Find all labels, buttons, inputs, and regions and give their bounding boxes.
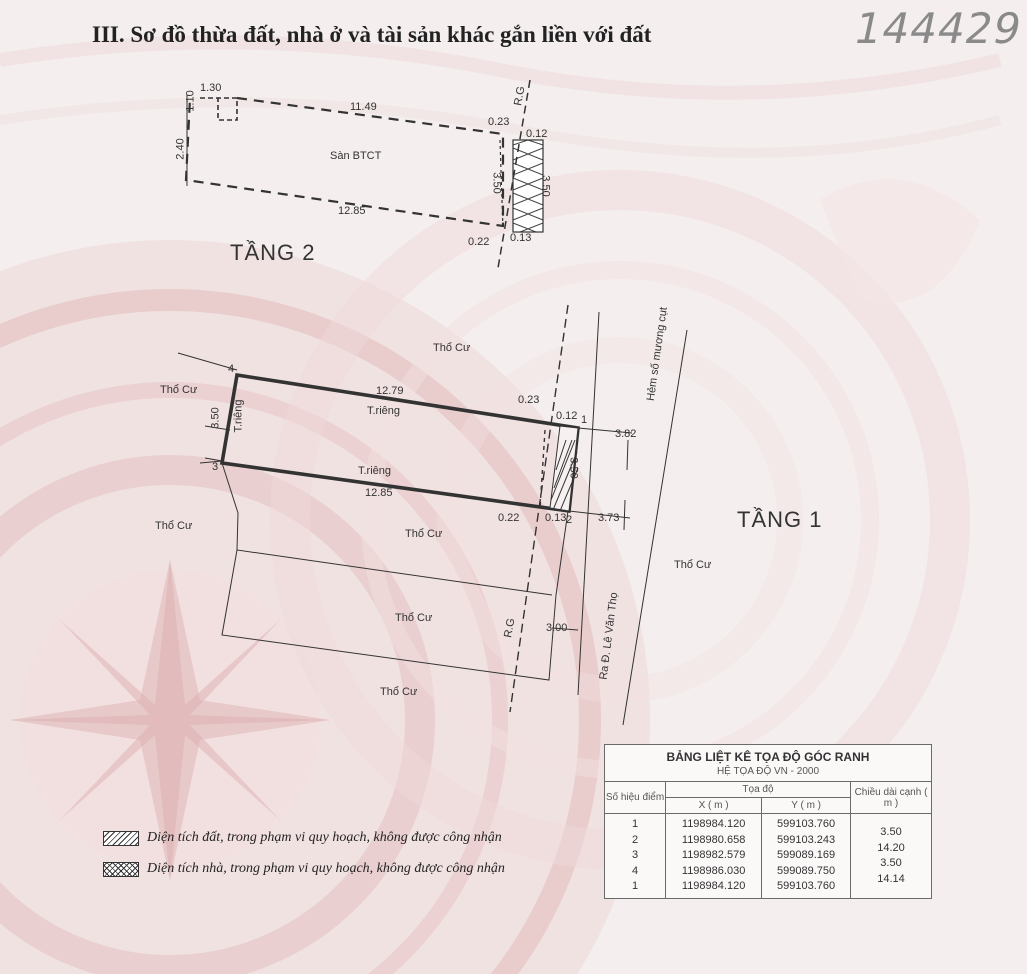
table-row: 1 <box>631 880 639 892</box>
floor2-dim-bottom: 12.85 <box>338 205 366 217</box>
legend-land <box>103 830 502 846</box>
table-row: 3 <box>631 849 639 861</box>
table-title: BẢNG LIỆT KÊ TỌA ĐỘ GÓC RANH <box>605 745 932 765</box>
land-label-north: Thổ Cư <box>433 342 471 354</box>
col-coord-header: Tọa độ <box>666 782 851 798</box>
road-edge-left <box>578 312 599 695</box>
floor1-dim-013: 0.13 <box>545 512 567 524</box>
floor1-dim-373: 3.73 <box>598 512 620 524</box>
table-row: 2 <box>631 833 639 846</box>
table-cell: 599089.750 <box>777 864 836 877</box>
floor1-private-top: T.riêng <box>367 405 401 417</box>
floor2-dim-right-top2: 0.12 <box>526 128 548 140</box>
col-x-header: X ( m ) <box>666 798 762 814</box>
floor2-room-label: Sàn BTCT <box>330 150 382 162</box>
floor2-dim-right-bottom2: 0.13 <box>510 232 532 244</box>
table-row: 4 <box>631 864 639 877</box>
land-label-south3: Thổ Cư <box>380 686 418 698</box>
neighbour-parcel-a <box>222 463 552 595</box>
table-cell: 1198980.658 <box>681 833 746 846</box>
land-label-east: Thổ Cư <box>674 559 712 571</box>
neighbour-parcel-b <box>222 550 556 680</box>
hatch-swatch <box>103 831 139 846</box>
section-heading: III. Sơ đồ thừa đất, nhà ở và tài sản khác gắn liền với đất <box>92 22 652 47</box>
land-label-south2: Thổ Cư <box>395 612 433 624</box>
handwritten-number: 144429 <box>849 4 1027 53</box>
corner-2: 2 <box>566 514 573 526</box>
floor2-dim-right-bottom: 0.22 <box>468 236 490 248</box>
legend-house <box>103 861 505 877</box>
x-column <box>666 814 762 899</box>
floor1-dim-023: 0.23 <box>518 394 540 406</box>
floor2-title: TẦNG 2 <box>230 240 316 265</box>
edge-column <box>851 814 932 899</box>
floor2-dim-left: 2.40 <box>174 138 187 160</box>
legend-house-text: Diện tích nhà, trong phạm vi quy hoạch, không được công nhận <box>147 861 505 876</box>
floor1-dim-right: 3.50 <box>567 457 580 479</box>
floor1-private-left: T.riêng <box>232 399 245 433</box>
table-cell: 14.20 <box>877 841 905 854</box>
col-y-header: Y ( m ) <box>762 798 851 814</box>
col-edge-header: Chiều dài cạnh ( m ) <box>851 782 932 814</box>
floor2-dim-right-top: 0.23 <box>488 116 510 128</box>
floor1-dim-382: 3.82 <box>615 428 637 440</box>
table-subtitle: HỆ TỌA ĐỘ VN - 2000 <box>605 764 932 782</box>
col-point-header: Số hiệu điểm <box>605 782 666 814</box>
table-cell: 14.14 <box>877 872 905 885</box>
floor1-dim-top: 12.79 <box>376 385 404 397</box>
floor2-rg-label: R.G <box>512 85 528 107</box>
y-column <box>762 814 851 899</box>
table-cell: 599089.169 <box>777 849 836 861</box>
point-column <box>605 814 666 899</box>
floor2-dim-top-left: 1.30 <box>200 82 222 94</box>
legend-land-text: Diện tích đất, trong phạm vi quy hoạch, không được công nhận <box>147 830 502 845</box>
table-cell: 599103.760 <box>777 818 836 830</box>
alley-label: Hẻm số mương cụt <box>644 306 670 402</box>
land-label-south1: Thổ Cư <box>405 528 443 540</box>
table-cell: 1198982.579 <box>681 849 746 861</box>
floor1-title: TẦNG 1 <box>737 507 823 532</box>
table-cell: 3.50 <box>880 826 902 838</box>
table-row: 1 <box>631 818 639 830</box>
table-cell: 1198984.120 <box>681 880 746 892</box>
corner-4: 4 <box>228 363 235 375</box>
table-cell: 599103.243 <box>777 833 836 846</box>
corner-1: 1 <box>581 414 588 426</box>
floor2-dim-top: 11.49 <box>350 101 377 113</box>
floor2-dim-left-top: 1.10 <box>184 90 197 112</box>
table-cell: 3.50 <box>880 857 902 869</box>
coordinate-table <box>604 744 932 899</box>
table-cell: 1198984.120 <box>681 818 746 830</box>
table-cell: 599103.760 <box>777 880 836 892</box>
floor1-rg-label: R.G <box>502 617 518 639</box>
floor1-dim-300: 3.00 <box>546 622 568 634</box>
floor1-dim-012: 0.12 <box>556 410 578 422</box>
table-cell: 1198986.030 <box>681 864 746 877</box>
corner-3: 3 <box>212 461 219 473</box>
floor1-dim-022: 0.22 <box>498 512 520 524</box>
floor1-dim-bottom: 12.85 <box>365 487 393 499</box>
crosshatch-swatch <box>103 862 139 877</box>
road-label: Ra Đ. Lê Văn Thọ <box>597 591 621 681</box>
floor1-private-bottom: T.riêng <box>358 465 392 477</box>
land-label-west: Thổ Cư <box>160 384 198 396</box>
floor2-dim-right: 3.50 <box>490 172 503 194</box>
floor1-dim-left: 3.50 <box>209 407 222 429</box>
land-label-southwest: Thổ Cư <box>155 520 193 532</box>
floor2-dim-right2: 3.50 <box>539 175 552 197</box>
